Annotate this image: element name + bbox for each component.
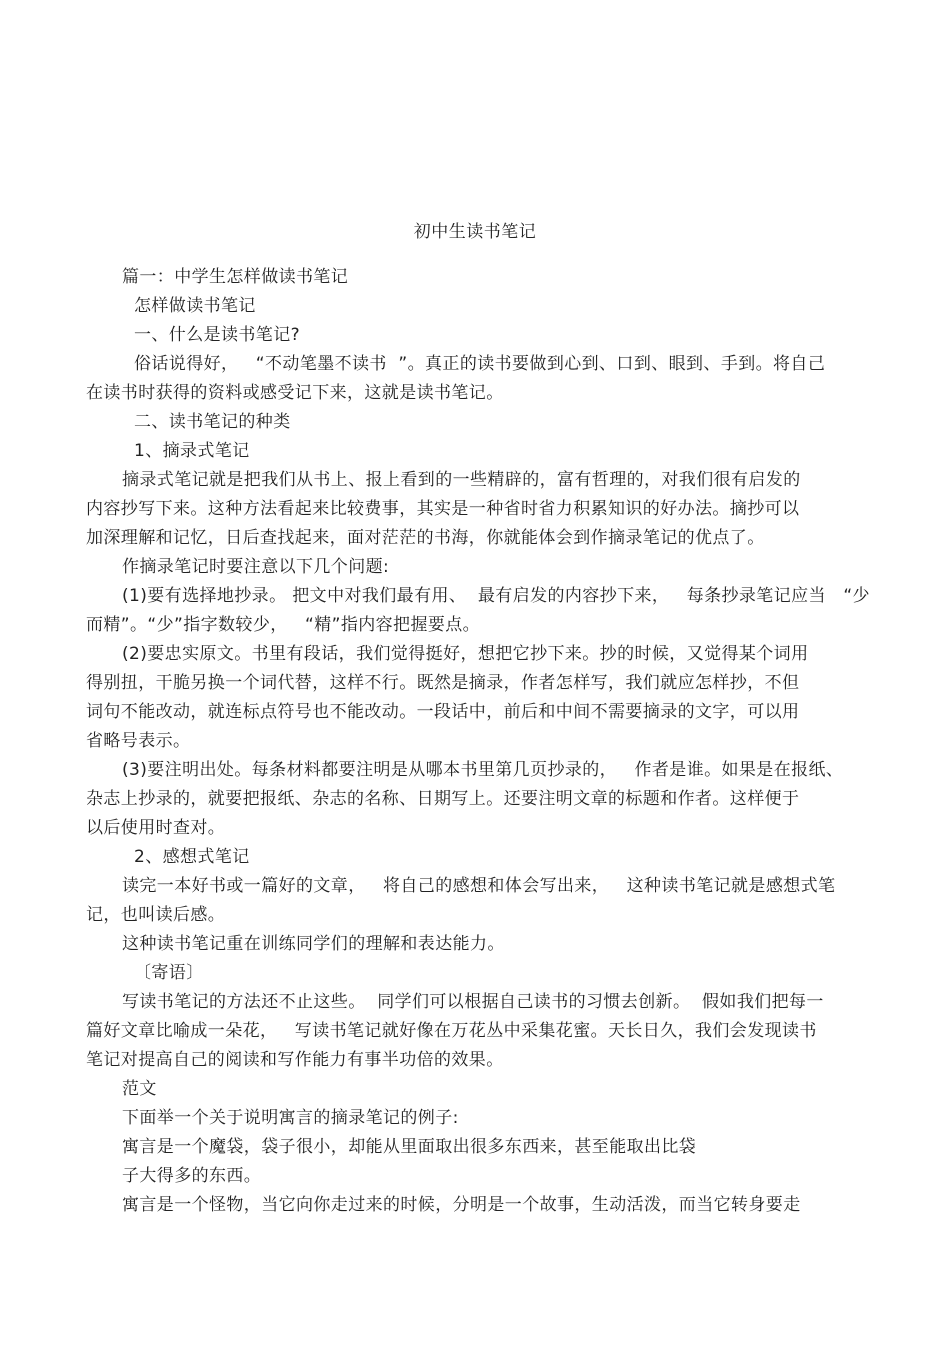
text-line: 写读书笔记的方法还不止这些。 同学们可以根据自己读书的习惯去创新。 假如我们把每一: [122, 992, 824, 1012]
text-line: 寓言是一个魔袋，袋子很小，却能从里面取出很多东西来，甚至能取出比袋: [122, 1137, 697, 1157]
text-line: 寓言是一个怪物，当它向你走过来的时候，分明是一个故事，生动活泼，而当它转身要走: [122, 1195, 801, 1215]
text-line: 笔记对提高自己的阅读和写作能力有事半功倍的效果。: [86, 1050, 504, 1070]
text-line: 一、什么是读书笔记?: [134, 325, 301, 345]
text-line: 省略号表示。: [86, 731, 191, 751]
document-title: 初中生读书笔记: [413, 222, 537, 242]
text-line: 怎样做读书笔记: [134, 296, 256, 316]
text-line: 在读书时获得的资料或感受记下来，这就是读书笔记。: [86, 383, 504, 403]
text-line: 得别扭，干脆另换一个词代替，这样不行。既然是摘录，作者怎样写，我们就应怎样抄，不但: [86, 673, 800, 693]
text-line: 摘录式笔记就是把我们从书上、报上看到的一些精辟的，富有哲理的，对我们很有启发的: [122, 470, 801, 490]
text-line: 篇好文章比喻成一朵花， 写读书笔记就好像在万花丛中采集花蜜。天长日久，我们会发现读书: [86, 1021, 817, 1041]
text-line: 杂志上抄录的，就要把报纸、杂志的名称、日期写上。还要注明文章的标题和作者。这样便于: [86, 789, 800, 809]
text-line: (1)要有选择地抄录。 把文中对我们最有用、 最有启发的内容抄下来， 每条抄录笔记应当 “少: [122, 586, 870, 606]
text-line: 2、感想式笔记: [134, 847, 250, 867]
text-line: 读完一本好书或一篇好的文章， 将自己的感想和体会写出来， 这种读书笔记就是感想式笔: [122, 876, 836, 896]
text-line: 1、摘录式笔记: [134, 441, 250, 461]
text-line: 二、读书笔记的种类: [134, 412, 291, 432]
text-line: 记，也叫读后感。: [86, 905, 226, 925]
text-line: (3)要注明出处。每条材料都要注明是从哪本书里第几页抄录的， 作者是谁。如果是在报纸、: [122, 760, 844, 780]
text-line: 〔寄语〕: [134, 963, 204, 983]
text-line: 俗话说得好， “不动笔墨不读书 ”。真正的读书要做到心到、口到、眼到、手到。将自己: [134, 354, 826, 374]
text-line: 加深理解和记忆，日后查找起来，面对茫茫的书海，你就能体会到作摘录笔记的优点了。: [86, 528, 765, 548]
text-line: 子大得多的东西。: [122, 1166, 262, 1186]
text-line: 以后使用时查对。: [86, 818, 226, 838]
text-line: 下面举一个关于说明寓言的摘录笔记的例子:: [122, 1108, 459, 1128]
text-line: 内容抄写下来。这种方法看起来比较费事，其实是一种省时省力积累知识的好办法。摘抄可以: [86, 499, 800, 519]
text-line: 作摘录笔记时要注意以下几个问题:: [122, 557, 390, 577]
text-line: 篇一：中学生怎样做读书笔记: [122, 267, 349, 287]
text-line: 范文: [122, 1079, 157, 1099]
text-line: 词句不能改动，就连标点符号也不能改动。一段话中，前后和中间不需要摘录的文字，可以用: [86, 702, 800, 722]
text-line: (2)要忠实原文。书里有段话，我们觉得挺好，想把它抄下来。抄的时候，又觉得某个词用: [122, 644, 809, 664]
text-line: 这种读书笔记重在训练同学们的理解和表达能力。: [122, 934, 505, 954]
text-line: 而精”。“少”指字数较少， “精”指内容把握要点。: [86, 615, 481, 635]
